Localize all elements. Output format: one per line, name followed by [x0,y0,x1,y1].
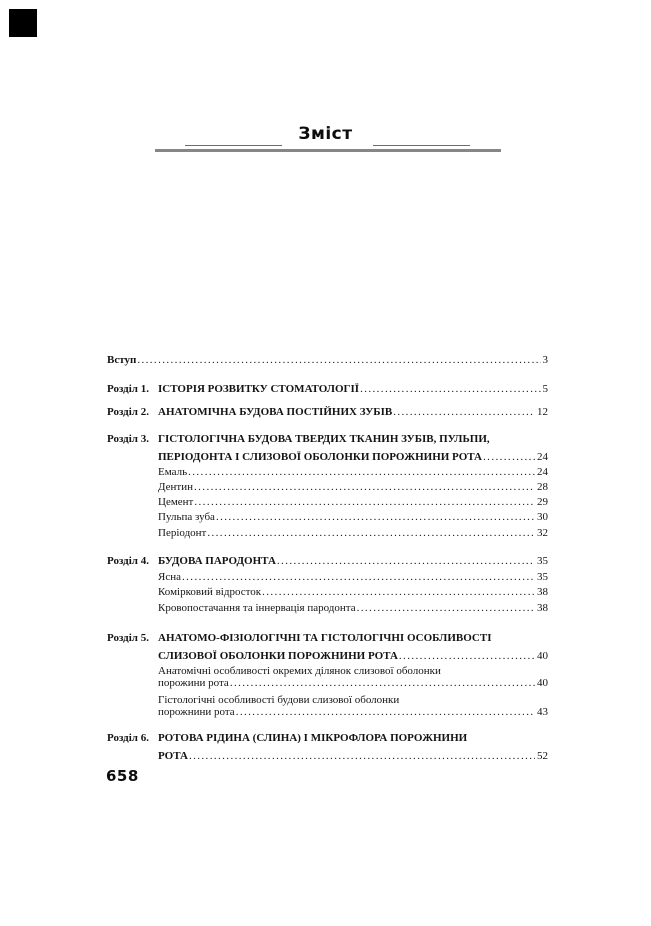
toc-entry [107,729,548,765]
toc-page-ref: 35 [537,555,548,567]
toc-line [158,380,548,398]
toc-line [158,602,548,614]
dot-leader [188,747,535,765]
toc-line-text: ПЕРІОДОНТА І СЛИЗОВОЇ ОБОЛОНКИ ПОРОЖНИНИ РОТА [158,451,483,463]
toc-line [158,481,548,493]
toc-page-ref: 30 [537,511,548,523]
toc-line [158,706,548,718]
title-right-rule [373,145,470,146]
toc-entry-body [158,665,548,689]
toc-entry [107,629,548,665]
toc-entry [107,552,548,570]
toc-entry [107,694,548,718]
toc-page-ref: 38 [537,586,548,598]
toc-line [158,430,548,448]
toc-entry-body [158,729,548,765]
toc-entry [107,511,548,523]
toc-page-ref: 29 [537,496,548,508]
toc-entry [107,602,548,614]
scan-corner-mark [9,9,37,37]
dot-leader [235,706,535,718]
toc-line [158,694,548,706]
toc-entry-label: Розділ 6. [107,732,149,744]
toc-entry-label: Розділ 3. [107,433,149,445]
toc-page-ref: 32 [537,527,548,539]
dot-leader [181,571,535,583]
toc-line [158,729,548,747]
toc-line [158,466,548,478]
toc-entry [107,380,548,398]
toc-line [107,351,548,369]
dot-leader [392,403,535,421]
toc-page-ref: 52 [537,750,548,762]
toc-entry [107,527,548,539]
toc-line-text: ІСТОРІЯ РОЗВИТКУ СТОМАТОЛОГІЇ [158,383,360,395]
dot-leader [276,552,535,570]
toc-entry-body [158,586,548,598]
toc-line-text: Ясна [158,571,181,583]
dot-leader [398,647,535,665]
toc-entry-body [158,511,548,523]
toc-page-ref: 24 [537,466,548,478]
dot-leader [136,351,540,369]
toc-entry [107,481,548,493]
toc-entry-label: Розділ 5. [107,632,149,644]
toc-entry-label: Розділ 4. [107,555,149,567]
toc-entry [107,430,548,466]
toc-entry [107,403,548,421]
toc-entry-body [158,466,548,478]
toc-entry-body [158,496,548,508]
toc-entry [107,665,548,689]
toc-entry-body [107,351,548,369]
toc-page-ref: 38 [537,602,548,614]
toc-line [158,747,548,765]
toc-line-text: СЛИЗОВОЇ ОБОЛОНКИ ПОРОЖНИНИ РОТА [158,650,398,662]
toc-line-text: Комірковий відросток [158,586,262,598]
toc-line-text: АНАТОМІЧНА БУДОВА ПОСТІЙНИХ ЗУБІВ [158,406,393,418]
toc-entry [107,466,548,478]
toc-line [158,496,548,508]
toc-line [158,552,548,570]
toc-line-text: Пульпа зуба [158,511,215,523]
toc-list [107,351,548,765]
toc-line [158,665,548,677]
toc-entry [107,586,548,598]
toc-entry-body [158,430,548,466]
toc-entry-body [158,571,548,583]
toc-page-ref: 28 [537,481,548,493]
toc-line [158,647,548,665]
toc-line-text: РОТОВА РІДИНА (СЛИНА) І МІКРОФЛОРА ПОРОЖНИНИ [158,732,468,744]
toc-page-ref: 3 [542,354,548,366]
toc-line-text: РОТА [158,750,188,762]
toc-line [158,571,548,583]
toc-entry-label: Розділ 1. [107,383,149,395]
toc-line-text: Анатомічні особливості окремих ділянок слизової оболонки [158,665,441,677]
toc-line-text: АНАТОМО-ФІЗІОЛОГІЧНІ ТА ГІСТОЛОГІЧНІ ОСОБЛИВОСТІ [158,632,492,644]
toc-page-ref: 24 [537,451,548,463]
toc-line-text: Гістологічні особливості будови слизової оболонки [158,694,400,706]
header-divider-rule [155,149,501,152]
toc-page-ref: 35 [537,571,548,583]
dot-leader [356,602,535,614]
toc-line-text: Емаль [158,466,188,478]
toc-entry-body [158,629,548,665]
toc-line [158,677,548,689]
toc-line-text: Кровопостачання та іннервація пародонта [158,602,356,614]
toc-entry-body [158,527,548,539]
page-number: 658 [106,767,139,785]
dot-leader [482,448,535,466]
toc-line-text: порожнини рота [158,706,235,718]
dot-leader [215,511,535,523]
dot-leader [261,586,535,598]
dot-leader [206,527,535,539]
toc-entry [107,496,548,508]
toc-entry-body [158,602,548,614]
toc-line-text: Вступ [107,354,137,366]
toc-line [158,629,548,647]
toc-page-ref: 40 [537,650,548,662]
toc-line-text: ГІСТОЛОГІЧНА БУДОВА ТВЕРДИХ ТКАНИН ЗУБІВ, ПУЛЬПИ, [158,433,490,445]
toc-page-ref: 5 [542,383,548,395]
toc-entry [107,351,548,369]
toc-entry-body [158,380,548,398]
toc-entry-label: Розділ 2. [107,406,149,418]
toc-page-ref: 12 [537,406,548,418]
toc-line-text: Дентин [158,481,193,493]
toc-line [158,403,548,421]
dot-leader [359,380,540,398]
dot-leader [193,496,535,508]
toc-page-ref: 43 [537,706,548,718]
dot-leader [193,481,535,493]
toc-line-text: Періодонт [158,527,207,539]
page-title: Зміст [298,124,353,144]
toc-line [158,511,548,523]
toc-line-text: БУДОВА ПАРОДОНТА [158,555,276,567]
toc-line [158,586,548,598]
toc-entry-body [158,552,548,570]
toc-entry [107,571,548,583]
dot-leader [187,466,535,478]
toc-entry-body [158,694,548,718]
title-left-rule [185,145,282,146]
toc-page-ref: 40 [537,677,548,689]
toc-entry-body [158,403,548,421]
toc-line [158,448,548,466]
toc-line-text: порожини рота [158,677,229,689]
toc-line [158,527,548,539]
dot-leader [229,677,535,689]
toc-entry-body [158,481,548,493]
toc-line-text: Цемент [158,496,194,508]
